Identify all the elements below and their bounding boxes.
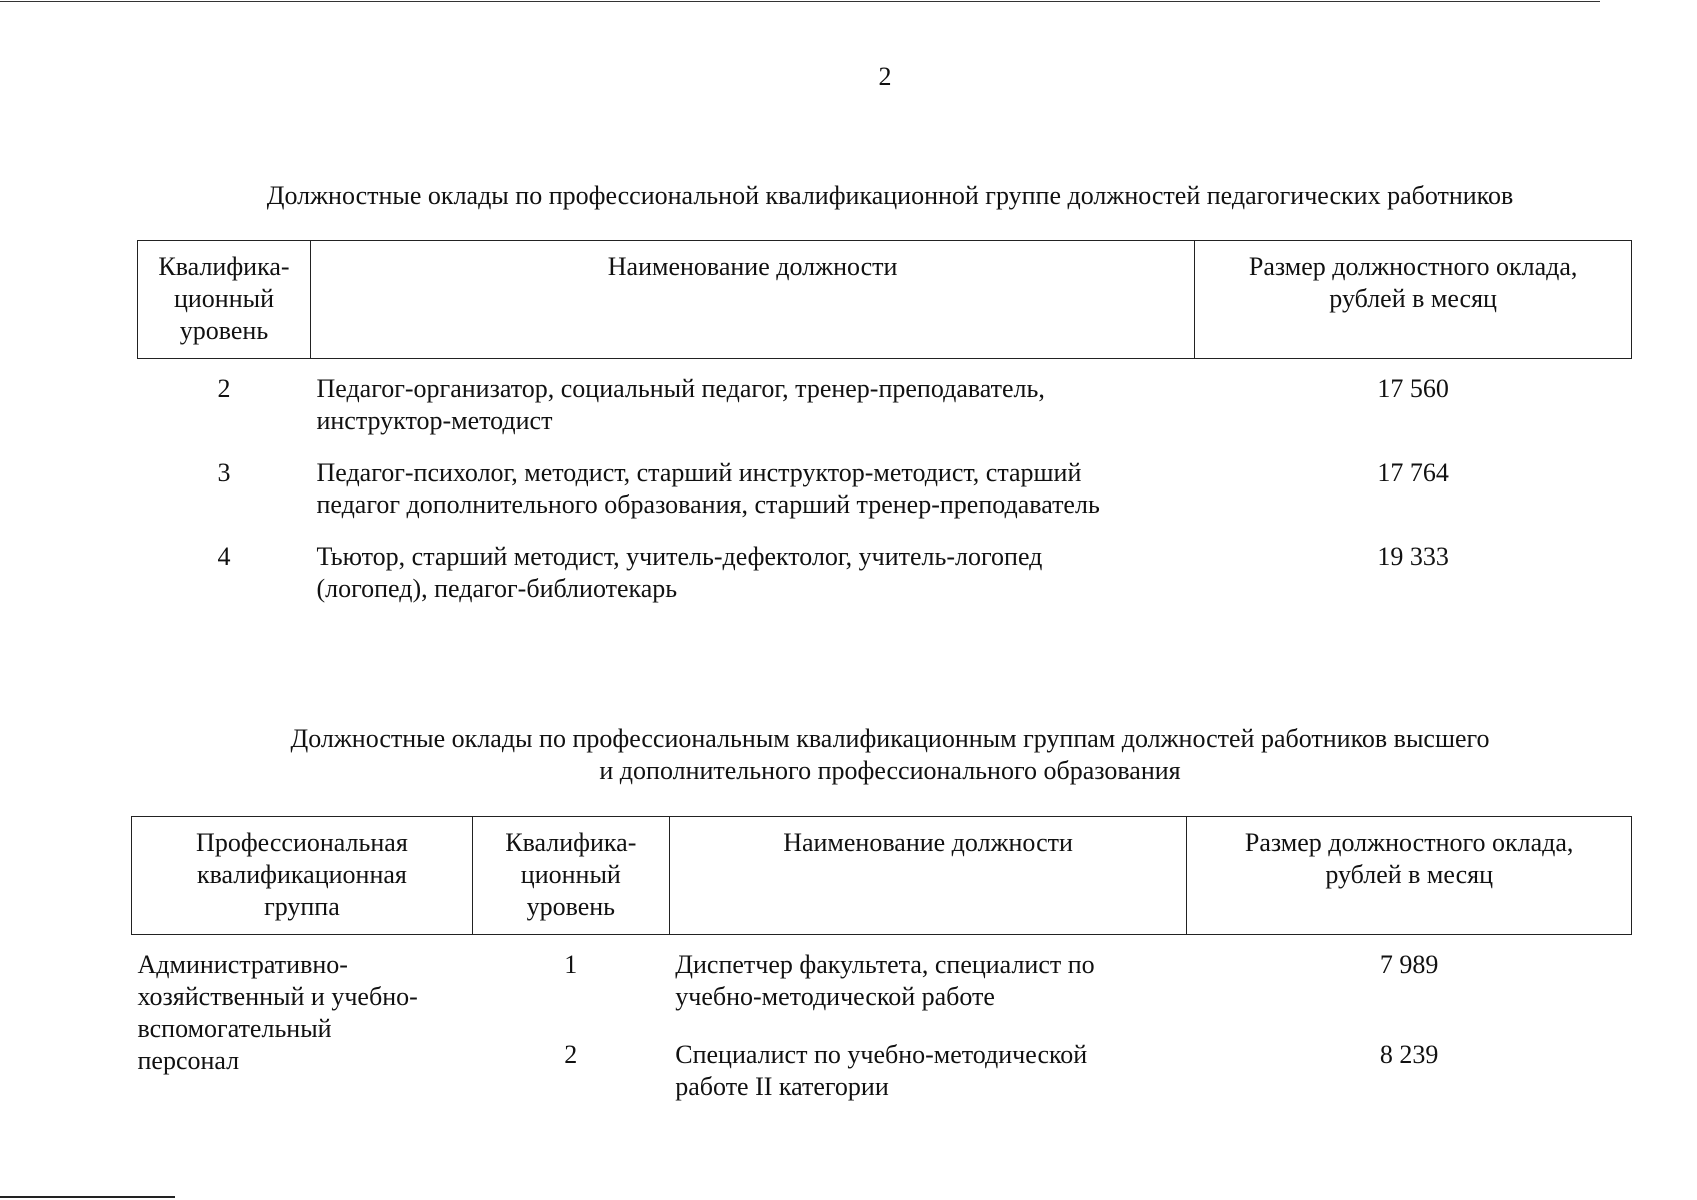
section2-title: Должностные оклады по профессиональным квалификационным группам должностей работников высшего и дополнительного профессионального образования xyxy=(290,724,1490,785)
table-row xyxy=(132,935,1632,1014)
position-cell: Педагог-психолог, методист, старший инструктор-методист, старший педагог дополнительного образования, старший тренер-преподаватель xyxy=(316,458,1100,519)
header-salary: Размер должностного оклада, рублей в месяц xyxy=(1195,241,1632,359)
header-level: Квалифика- ционный уровень xyxy=(138,241,311,359)
page-number: 2 xyxy=(878,62,892,91)
page-bottom-border xyxy=(0,1196,175,1198)
group-cell: Административно- хозяйственный и учебно- вспомогательный персонал xyxy=(137,950,418,1075)
level-cell: 2 xyxy=(564,1040,578,1069)
table-header-row xyxy=(132,817,1632,935)
header-position: Наименование должности xyxy=(310,241,1194,359)
table-header-row xyxy=(138,241,1632,359)
table-row xyxy=(138,359,1632,438)
salary-cell: 7 989 xyxy=(1379,950,1439,979)
level-cell: 4 xyxy=(217,542,231,571)
level-cell: 2 xyxy=(217,374,231,403)
pedagogical-salary-table xyxy=(137,240,1632,605)
level-cell: 1 xyxy=(564,950,578,979)
table-row xyxy=(138,521,1632,605)
level-cell: 3 xyxy=(217,458,231,487)
table-row xyxy=(138,437,1632,521)
position-cell: Диспетчер факультета, специалист по учебно-методической работе xyxy=(675,950,1095,1011)
header-level: Квалифика- ционный уровень xyxy=(472,817,669,935)
position-cell: Педагог-организатор, социальный педагог, тренер-преподаватель, инструктор-методист xyxy=(316,374,1045,435)
position-cell: Тьютор, старший методист, учитель-дефектолог, учитель-логопед (логопед), педагог-библиотекарь xyxy=(316,542,1043,603)
header-group: Профессиональная квалификационная группа xyxy=(132,817,473,935)
salary-cell: 8 239 xyxy=(1379,1040,1439,1069)
salary-cell: 17 560 xyxy=(1377,374,1449,403)
header-salary: Размер должностного оклада, рублей в месяц xyxy=(1187,817,1632,935)
salary-cell: 19 333 xyxy=(1377,542,1449,571)
header-position: Наименование должности xyxy=(669,817,1187,935)
salary-cell: 17 764 xyxy=(1377,458,1449,487)
section1-title: Должностные оклады по профессиональной квалификационной группе должностей педагогических работников xyxy=(266,181,1514,210)
higher-education-salary-table xyxy=(131,816,1632,1103)
position-cell: Специалист по учебно-методической работе II категории xyxy=(675,1040,1088,1101)
page-top-border xyxy=(0,1,1600,2)
